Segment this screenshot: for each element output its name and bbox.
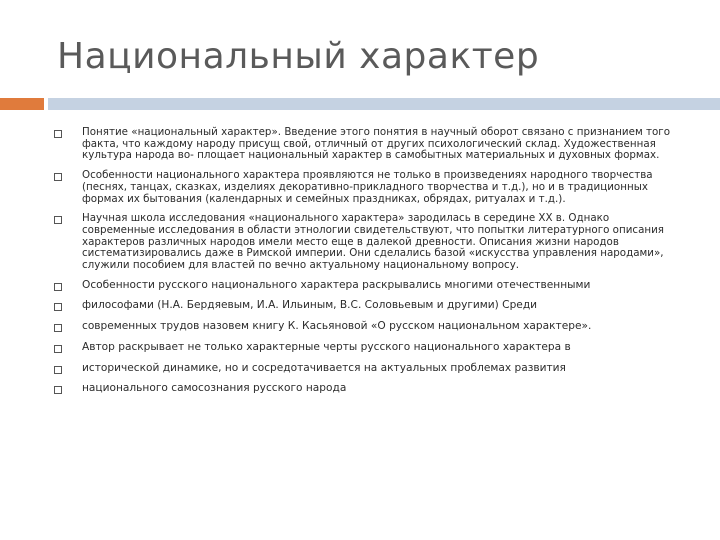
bullet-text: философами (Н.А. Бердяевым, И.А. Ильиным, В.С. Соловьевым и другими) Среди [82,299,538,312]
bullet-text: Понятие «национальный характер». Введение этого понятия в научный оборот связано с признанием того факта, что каждому народу присущ свой, отличный от других психологический склад. Художественная культура народа во- площает национальный характер в самобытных материальных и духовных формах. [82,126,670,162]
square-bullet-icon [54,173,62,181]
bullet-text: Научная школа исследования «национального характера» зародилась в середине XX в. Однако современные исследования в области этнологии свидетельствуют, что попытки литературного описания характеров различных народов имели место еще в далекой древности. Описания жизни народов систематизировались даже в Римской империи. Они сделались базой «искусства управления народами», служили пособием для властей по вечно актуальному национальному вопросу. [82,212,664,272]
bullet-item [54,280,674,292]
square-bullet-icon [54,216,62,224]
bullet-text: Особенности национального характера проявляются не только в произведениях народного творчества (песнях, танцах, сказках, изделиях декоративно-прикладного творчества и т.д.), но и в традиционных формах их бытования (календарных и семейных праздниках, обрядах, ритуалах и т.д.). [82,169,653,205]
square-bullet-icon [54,386,62,394]
slide-title: Национальный характер [57,36,540,77]
square-bullet-icon [54,345,62,353]
bullet-item [54,300,674,312]
bullet-text: современных трудов назовем книгу К. Касьяновой «О русском национальном характере». [82,320,592,333]
bullet-text: исторической динамике, но и сосредотачивается на актуальных проблемах развития [82,361,566,374]
bullet-item [54,213,674,272]
accent-bar-blue [48,98,720,110]
bullet-text: Особенности русского национального характера раскрывались многими отечественными [82,278,591,291]
square-bullet-icon [54,283,62,291]
bullet-item [54,127,674,162]
bullet-text: Автор раскрывает не только характерные черты русского национального характера в [82,340,571,353]
square-bullet-icon [54,366,62,374]
bullet-item [54,363,674,375]
bullet-item [54,321,674,333]
square-bullet-icon [54,303,62,311]
accent-bar-orange [0,98,44,110]
square-bullet-icon [54,324,62,332]
bullet-item [54,383,674,395]
bullet-item [54,342,674,354]
bullet-list [54,127,674,404]
bullet-item [54,170,674,205]
square-bullet-icon [54,130,62,138]
bullet-text: национального самосознания русского народа [82,382,347,395]
